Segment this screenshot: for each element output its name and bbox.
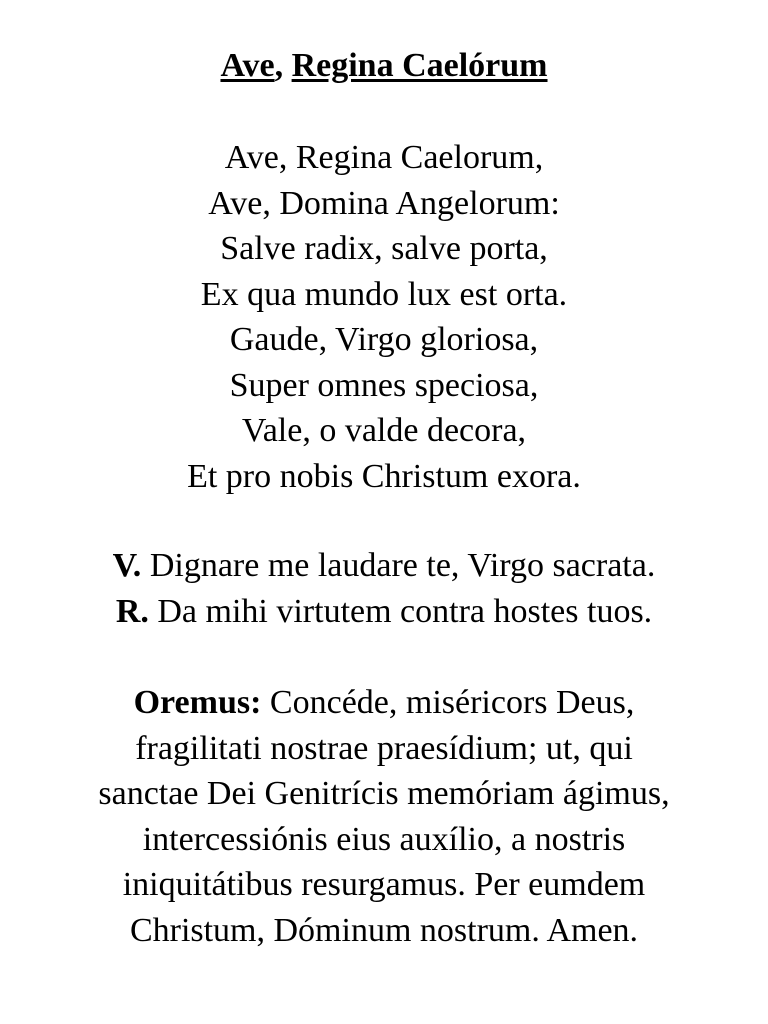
versicle-label: V. <box>112 547 142 584</box>
hymn-line: Ave, Domina Angelorum: <box>208 184 560 222</box>
hymn-line: Gaude, Virgo gloriosa, <box>229 321 539 358</box>
prayer-line: iniquitátibus resurgamus. Per eumdem <box>122 866 646 903</box>
prayer-line: sanctae Dei Genitrícis memóriam ágimus, <box>98 775 670 812</box>
hymn-line: Ex qua mundo lux est orta. <box>200 275 568 313</box>
title-separator: , <box>274 47 284 84</box>
prayer-line: intercessiónis eius auxílio, a nostris <box>142 820 626 858</box>
hymn-line: Vale, o valde decora, <box>241 412 527 449</box>
title-part-ave: Ave <box>220 47 275 84</box>
page-title <box>0 44 768 88</box>
hymn-text <box>0 135 768 499</box>
hymn-line: Salve radix, salve porta, <box>220 230 548 267</box>
prayer-text: Concéde, miséricors Deus, <box>261 684 635 721</box>
hymn-line: Et pro nobis Christum exora. <box>187 457 581 495</box>
prayer-line: Christum, Dóminum nostrum. Amen. <box>129 911 639 949</box>
hymn-line: Super omnes speciosa, <box>229 366 539 404</box>
title-part-regina: Regina Caelórum <box>291 47 548 84</box>
versicle-line <box>0 543 768 589</box>
prayer-label: Oremus: <box>133 684 262 721</box>
closing-prayer <box>0 680 768 953</box>
response-text: Da mihi virtutem contra hostes tuos. <box>148 592 653 630</box>
versicle-text: Dignare me laudare te, Virgo sacrata. <box>141 547 656 584</box>
versicle-response <box>0 543 768 634</box>
hymn-line: Ave, Regina Caelorum, <box>224 139 544 176</box>
response-label: R. <box>115 592 149 630</box>
prayer-line: fragilitati nostrae praesídium; ut, qui <box>135 729 633 767</box>
response-line <box>0 589 768 635</box>
prayer-line <box>0 680 768 726</box>
